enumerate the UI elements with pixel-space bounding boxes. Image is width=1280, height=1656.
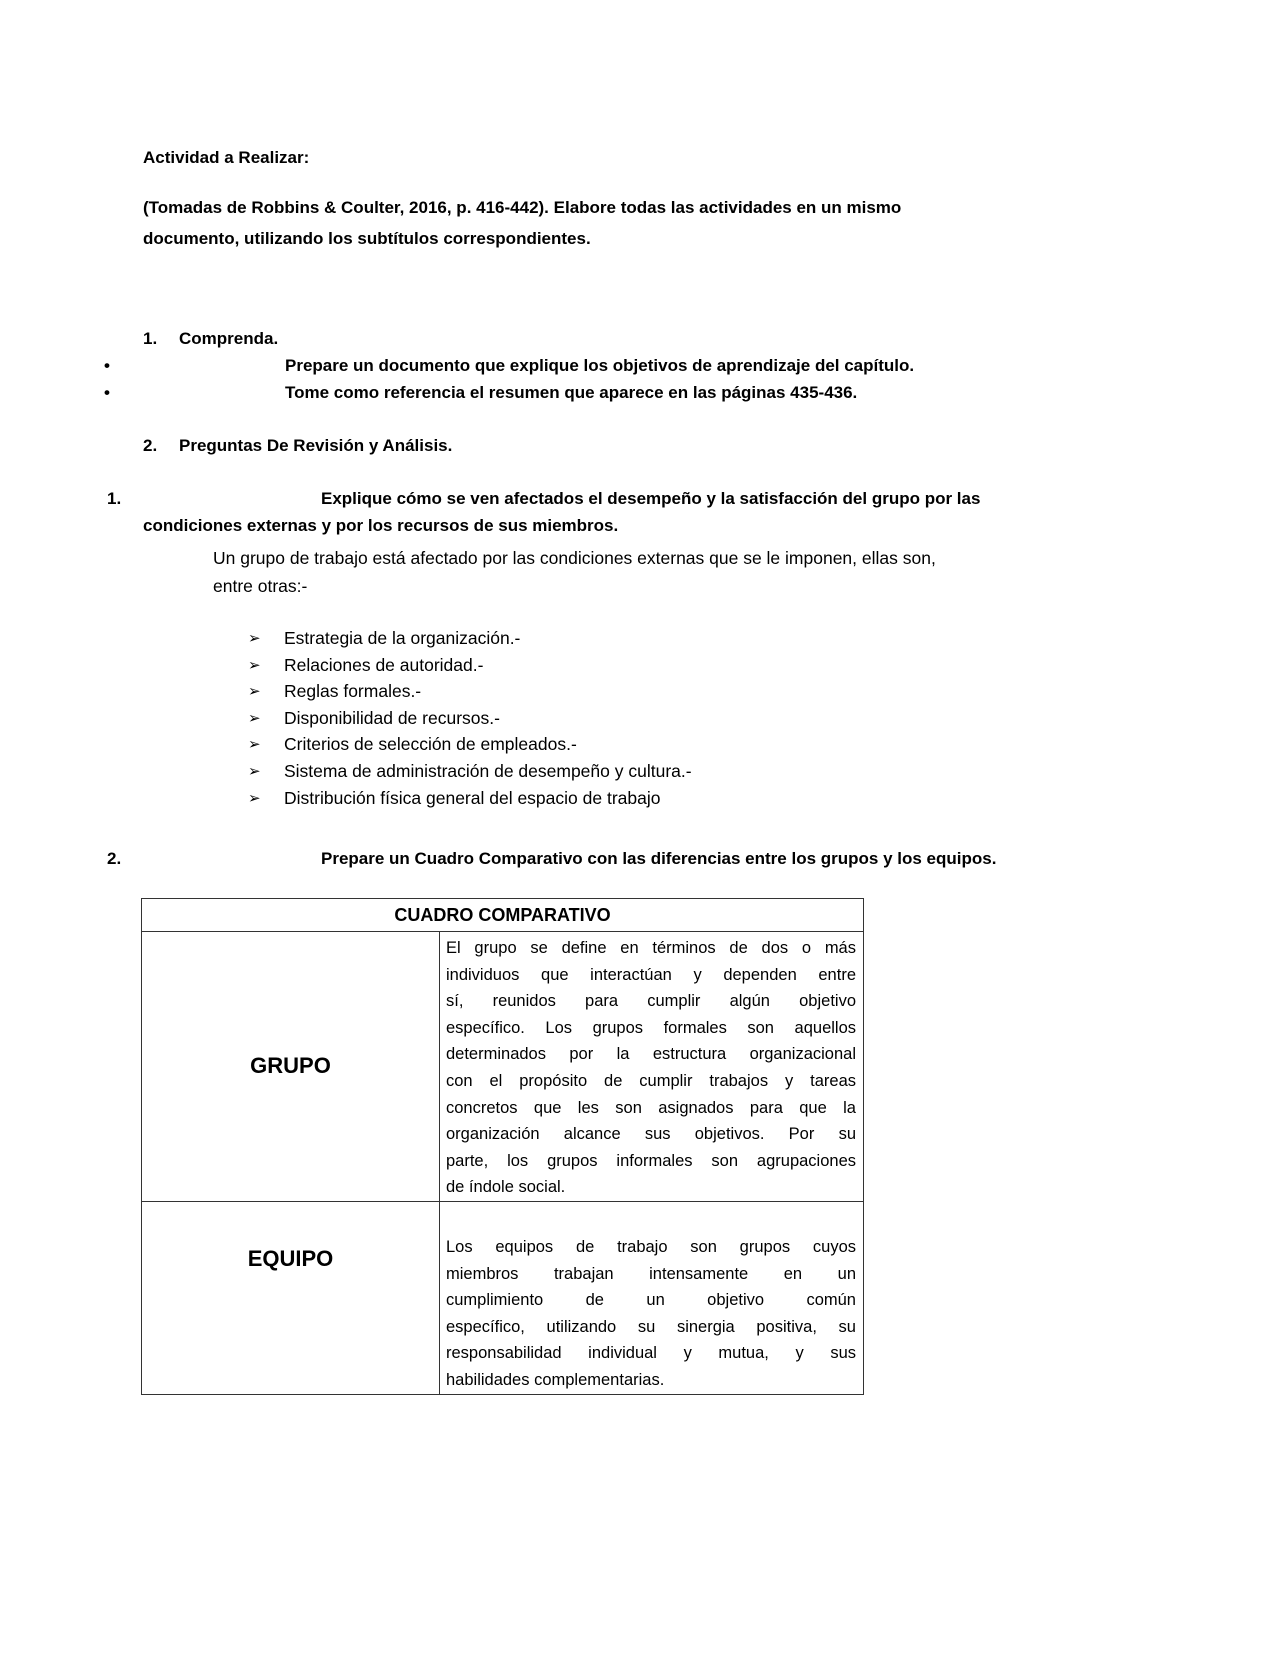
q1-answer: Un grupo de trabajo está afectado por las condiciones externas que se le imponen, ellas son,	[213, 548, 936, 568]
description-line: individuos que interactúan y dependen entre	[446, 965, 856, 984]
arrow-bullet-icon: ➢	[248, 683, 261, 701]
arrow-bullet-icon: ➢	[248, 630, 261, 647]
section2-number: 2.	[143, 436, 158, 455]
description-line: parte, los grupos informales son agrupaciones	[446, 1151, 856, 1170]
description-line: sí, reunidos para cumplir algún objetivo	[446, 992, 856, 1011]
section1-title: Comprenda.	[179, 329, 279, 348]
description-line: concretos que les son asignados para que la	[446, 1098, 856, 1117]
q1-answer: entre otras:-	[213, 576, 308, 596]
list-item: Sistema de administración de desempeño y cultura.-	[284, 761, 692, 781]
description-line: determinados por la estructura organizacional	[446, 1045, 856, 1064]
q2-text: Prepare un Cuadro Comparativo con las diferencias entre los grupos y los equipos.	[321, 849, 997, 868]
list-item: Disponibilidad de recursos.-	[284, 707, 500, 728]
intro-line: documento, utilizando los subtítulos correspondientes.	[143, 229, 591, 248]
row-label: EQUIPO	[142, 1201, 440, 1394]
description-line: específico. Los grupos formales son aquellos	[446, 1018, 856, 1037]
bullet-icon: •	[104, 356, 110, 375]
row-label: GRUPO	[142, 932, 440, 1202]
q1-text: Explique cómo se ven afectados el desempeño y la satisfacción del grupo por las	[321, 489, 981, 508]
bullet-icon: •	[104, 383, 110, 402]
description-line: responsabilidad individual y mutua, y sus	[446, 1344, 856, 1363]
description-line: de índole social.	[446, 1178, 566, 1197]
list-item: Relaciones de autoridad.-	[284, 654, 484, 675]
intro-line: (Tomadas de Robbins & Coulter, 2016, p. 416-442). Elabore todas las actividades en un mismo	[143, 198, 902, 217]
list-item: Estrategia de la organización.-	[284, 628, 521, 648]
arrow-bullet-icon: ➢	[248, 656, 261, 674]
section2-title: Preguntas De Revisión y Análisis.	[179, 436, 453, 455]
q1-text: condiciones externas y por los recursos de sus miembros.	[143, 516, 619, 535]
table-row	[142, 1201, 864, 1394]
description-line: con el propósito de cumplir trabajos y tareas	[446, 1071, 856, 1090]
list-item: Criterios de selección de empleados.-	[284, 734, 577, 755]
description-line: específico, utilizando su sinergia positiva, su	[446, 1317, 856, 1336]
table-title: CUADRO COMPARATIVO	[142, 899, 864, 932]
description-line: cumplimiento de un objetivo común	[446, 1291, 856, 1310]
row-description	[440, 932, 864, 1202]
table-row	[142, 932, 864, 1202]
description-line: organización alcance sus objetivos. Por su	[446, 1125, 856, 1144]
list-item: Distribución física general del espacio de trabajo	[284, 787, 661, 808]
arrow-bullet-icon: ➢	[248, 763, 261, 780]
description-line: miembros trabajan intensamente en un	[446, 1264, 856, 1283]
description-line: habilidades complementarias.	[446, 1370, 665, 1389]
q1-number: 1.	[107, 489, 122, 508]
arrow-bullet-icon: ➢	[248, 709, 261, 727]
description-line: Los equipos de trabajo son grupos cuyos	[446, 1237, 856, 1256]
section1-bullet: Prepare un documento que explique los objetivos de aprendizaje del capítulo.	[285, 356, 915, 375]
section1-number: 1.	[143, 329, 158, 348]
description-line: El grupo se define en términos de dos o más	[446, 939, 856, 957]
list-item: Reglas formales.-	[284, 681, 422, 702]
arrow-bullet-icon: ➢	[248, 736, 261, 754]
q2-number: 2.	[107, 849, 122, 868]
comparison-table	[141, 898, 864, 1395]
section1-bullet: Tome como referencia el resumen que aparece en las páginas 435-436.	[285, 383, 858, 402]
arrow-bullet-icon: ➢	[248, 789, 261, 807]
row-description	[440, 1201, 864, 1394]
activity-heading: Actividad a Realizar:	[143, 148, 310, 167]
